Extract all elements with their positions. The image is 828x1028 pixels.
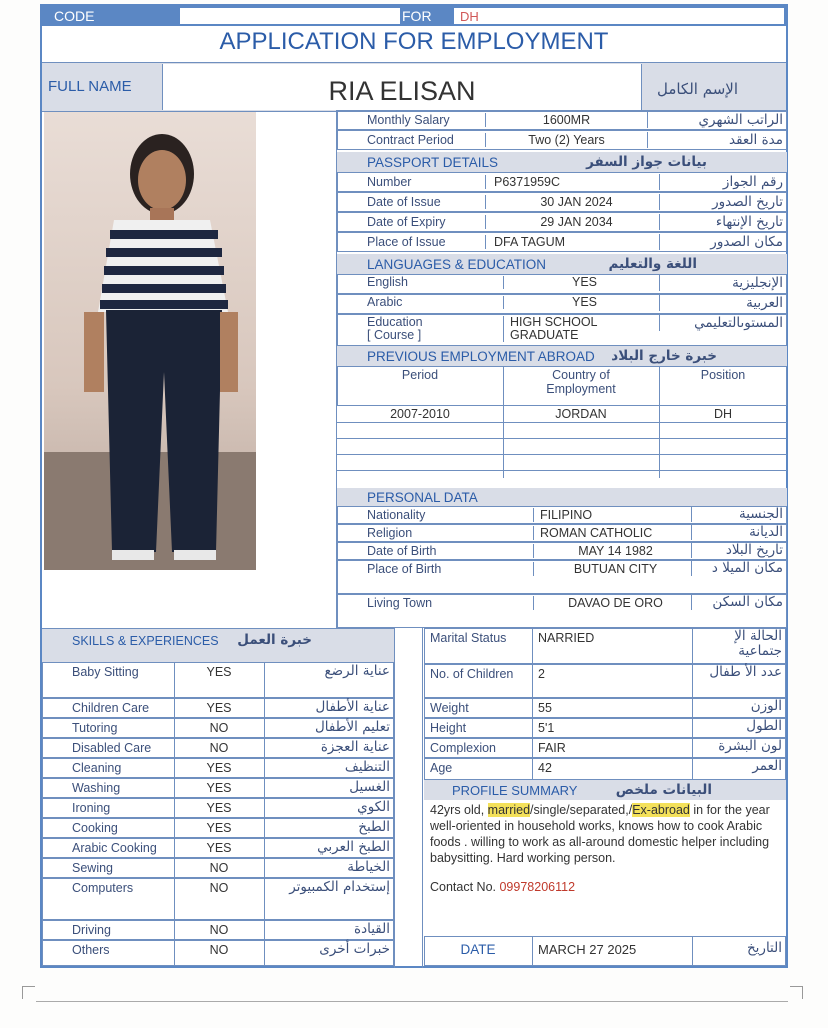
personal-row-value: DAVAO DE ORO [533, 596, 691, 610]
language-row-value: YES [503, 276, 659, 289]
skill-row-label-ar: تعليم الأطفال [314, 719, 390, 735]
skill-row-label: Cleaning [72, 761, 122, 775]
passport-title: PASSPORT DETAILS [367, 155, 499, 170]
emp-period: 2007-2010 [390, 407, 450, 421]
personal-row-label-ar: تاريخ البلاد [691, 543, 783, 558]
passport-row-value: 30 JAN 2024 [485, 195, 659, 209]
skill-row-label-ar: إستخدام الكمبيوتر [289, 879, 390, 895]
personal-row-value: FILIPINO [533, 508, 691, 522]
employment-title: PREVIOUS EMPLOYMENT ABROAD [367, 349, 595, 364]
personal-row-label-ar: الجنسية [691, 507, 783, 522]
detail-row-label-ar: العمر [752, 758, 782, 774]
skill-row-label: Arabic Cooking [72, 841, 157, 855]
contract-label: Contract Period [367, 133, 454, 147]
language-row-value: HIGH SCHOOL GRADUATE [503, 316, 659, 342]
passport-title-ar: بيانات جواز السفر [586, 154, 707, 170]
date-label: DATE [460, 942, 496, 957]
code-label: CODE [54, 8, 95, 24]
languages-title-ar: اللغة والتعليم [608, 256, 697, 272]
contract-label-ar: مدة العقد [647, 132, 783, 148]
skill-row-label-ar: عناية العجزة [320, 739, 390, 755]
emp-country: JORDAN [555, 407, 607, 421]
detail-row-value: 5'1 [538, 721, 555, 735]
col-position: Position [700, 368, 746, 382]
skill-row-value: NO [209, 943, 229, 957]
skill-row-label: Disabled Care [72, 741, 152, 755]
contract-value: Two (2) Years [485, 133, 647, 147]
skill-row-value: YES [206, 821, 232, 835]
personal-row-label: Nationality [367, 508, 426, 522]
profile-title: PROFILE SUMMARY [452, 783, 578, 798]
person-figure-icon [44, 112, 256, 570]
detail-row-value: 55 [538, 701, 552, 715]
skills-title: SKILLS & EXPERIENCES [72, 634, 219, 648]
full-name-label-ar: الإسم الكامل [656, 80, 738, 98]
personal-row-value: ROMAN CATHOLIC [533, 526, 691, 540]
skill-row-value: NO [209, 881, 229, 895]
employment-title-ar: خبرة خارج البلاد [611, 348, 717, 364]
language-row-label: Education [ Course ] [367, 315, 423, 342]
personal-row-label-ar: الديانة [691, 525, 783, 540]
skill-row-label-ar: خبرات أخرى [319, 941, 390, 957]
detail-row-label-ar: الوزن [750, 698, 782, 714]
skill-row-value: YES [206, 761, 232, 775]
for-field[interactable] [454, 8, 784, 24]
crop-mark [790, 986, 803, 999]
skill-row-label: Ironing [72, 801, 111, 815]
language-row-label-ar: العربية [659, 295, 783, 311]
detail-row-label: Height [430, 721, 467, 735]
personal-row-label-ar: مكان الميلا د [691, 561, 783, 576]
detail-row-label: Marital Status [430, 631, 507, 645]
personal-row-label: Date of Birth [367, 544, 437, 558]
language-row-label: Arabic [367, 295, 403, 309]
detail-row-label-ar: عدد الأ طفال [709, 664, 782, 680]
language-row-label: English [367, 275, 408, 289]
salary-value: 1600MR [485, 113, 647, 127]
skill-row-value: NO [209, 861, 229, 875]
skill-row-label: Children Care [72, 701, 150, 715]
contact-number: 09978206112 [499, 880, 576, 894]
salary-label-ar: الراتب الشهري [647, 112, 783, 128]
profile-title-ar: البيانات ملخص [615, 782, 712, 798]
language-row-value: YES [503, 296, 659, 309]
skill-row-label-ar: القيادة [354, 921, 390, 937]
passport-row-label-ar: رقم الجواز [659, 174, 783, 190]
detail-row-value: 42 [538, 761, 552, 775]
skill-row-label: Sewing [72, 861, 113, 875]
passport-row-value: 29 JAN 2034 [485, 215, 659, 229]
detail-row-value: 2 [538, 667, 545, 681]
skill-row-label-ar: عناية الأطفال [315, 699, 390, 715]
detail-row-label: Age [430, 761, 453, 775]
skill-row-label-ar: الكوي [357, 799, 390, 815]
passport-row-label: Date of Expiry [367, 215, 446, 229]
skill-row-label: Tutoring [72, 721, 118, 735]
passport-row-label: Number [367, 175, 412, 189]
crop-mark [22, 986, 35, 999]
info-panel [336, 110, 786, 510]
passport-row-label-ar: تاريخ الصدور [659, 194, 783, 210]
personal-title: PERSONAL DATA [367, 490, 478, 505]
passport-row-label-ar: مكان الصدور [659, 234, 783, 250]
skill-row-label: Driving [72, 923, 111, 937]
skill-row-value: NO [209, 923, 229, 937]
detail-row-label-ar: لون البشرة [718, 738, 782, 754]
detail-row-label: No. of Children [430, 667, 514, 681]
form-title: APPLICATION FOR EMPLOYMENT [219, 28, 609, 55]
passport-row-label: Place of Issue [367, 235, 446, 249]
skill-row-label: Baby Sitting [72, 665, 139, 679]
for-value: DH [460, 9, 479, 24]
skill-row-label: Washing [72, 781, 121, 795]
skill-row-label-ar: الخياطة [347, 859, 390, 875]
detail-row-label-ar: الطول [746, 718, 782, 734]
language-row-label-ar: الإنجليزية [659, 275, 783, 291]
personal-row-label: Living Town [367, 596, 433, 610]
skill-row-label: Computers [72, 881, 134, 895]
application-form [40, 4, 788, 968]
ex-abroad-highlight: Ex-abroad [632, 803, 690, 817]
skill-row-label-ar: الطبخ العربي [317, 839, 390, 855]
contact-line: Contact No. 09978206112 [430, 880, 576, 894]
personal-panel [336, 506, 786, 630]
personal-row-value: BUTUAN CITY [533, 562, 691, 576]
skill-row-value: YES [206, 781, 232, 795]
code-field[interactable] [180, 8, 400, 24]
full-name-value: RIA ELISAN [328, 76, 476, 106]
detail-row-label: Complexion [430, 741, 497, 755]
skill-row-value: YES [206, 701, 232, 715]
skill-row-label-ar: عناية الرضع [324, 663, 390, 679]
skill-row-label: Cooking [72, 821, 118, 835]
emp-position: DH [713, 407, 733, 421]
language-row-label-ar: المستوىالتعليمي [659, 315, 783, 331]
passport-row-value: P6371959C [485, 175, 659, 189]
skill-row-value: NO [209, 721, 229, 735]
personal-row-label-ar: مكان السكن [691, 595, 783, 610]
detail-row-value: NARRIED [538, 631, 595, 645]
personal-row-label: Religion [367, 526, 413, 540]
married-highlight: married [487, 803, 531, 817]
personal-row-label: Place of Birth [367, 562, 442, 576]
full-name-label: FULL NAME [48, 78, 132, 95]
languages-title: LANGUAGES & EDUCATION [367, 257, 547, 272]
applicant-photo [44, 112, 256, 570]
date-value: MARCH 27 2025 [538, 942, 637, 957]
skill-row-label-ar: الغسيل [349, 779, 390, 795]
passport-row-label: Date of Issue [367, 195, 441, 209]
col-country: Country of Employment [546, 368, 616, 396]
passport-row-value: DFA TAGUM [485, 235, 659, 249]
personal-row-value: MAY 14 1982 [533, 544, 691, 558]
skill-row-label: Others [72, 943, 110, 957]
detail-row-label: Weight [430, 701, 469, 715]
skill-row-value: YES [206, 841, 232, 855]
detail-row-value: FAIR [538, 741, 566, 755]
page-edge [36, 1001, 788, 1002]
profile-text: 42yrs old, married/single/separated,/Ex-abroad in for the year well-oriented in household works, knows how to cook Arabic foods . willing to work as all-around domestic helper including babysitting. Hard working person. [430, 803, 770, 865]
skill-row-value: YES [206, 665, 232, 679]
skill-row-value: YES [206, 801, 232, 815]
col-period: Period [401, 368, 439, 382]
skill-row-label-ar: الطبخ [358, 819, 390, 835]
salary-label: Monthly Salary [367, 113, 450, 127]
date-label-ar: التاريخ [746, 940, 782, 956]
skills-title-ar: خبرة العمل [237, 632, 312, 648]
for-label: FOR [402, 8, 432, 24]
skill-row-label-ar: التنظيف [344, 759, 390, 775]
detail-row-label-ar: الحالة الإ جتماعية [734, 628, 782, 659]
skill-row-value: NO [209, 741, 229, 755]
passport-row-label-ar: تاريخ الإنتهاء [659, 214, 783, 230]
